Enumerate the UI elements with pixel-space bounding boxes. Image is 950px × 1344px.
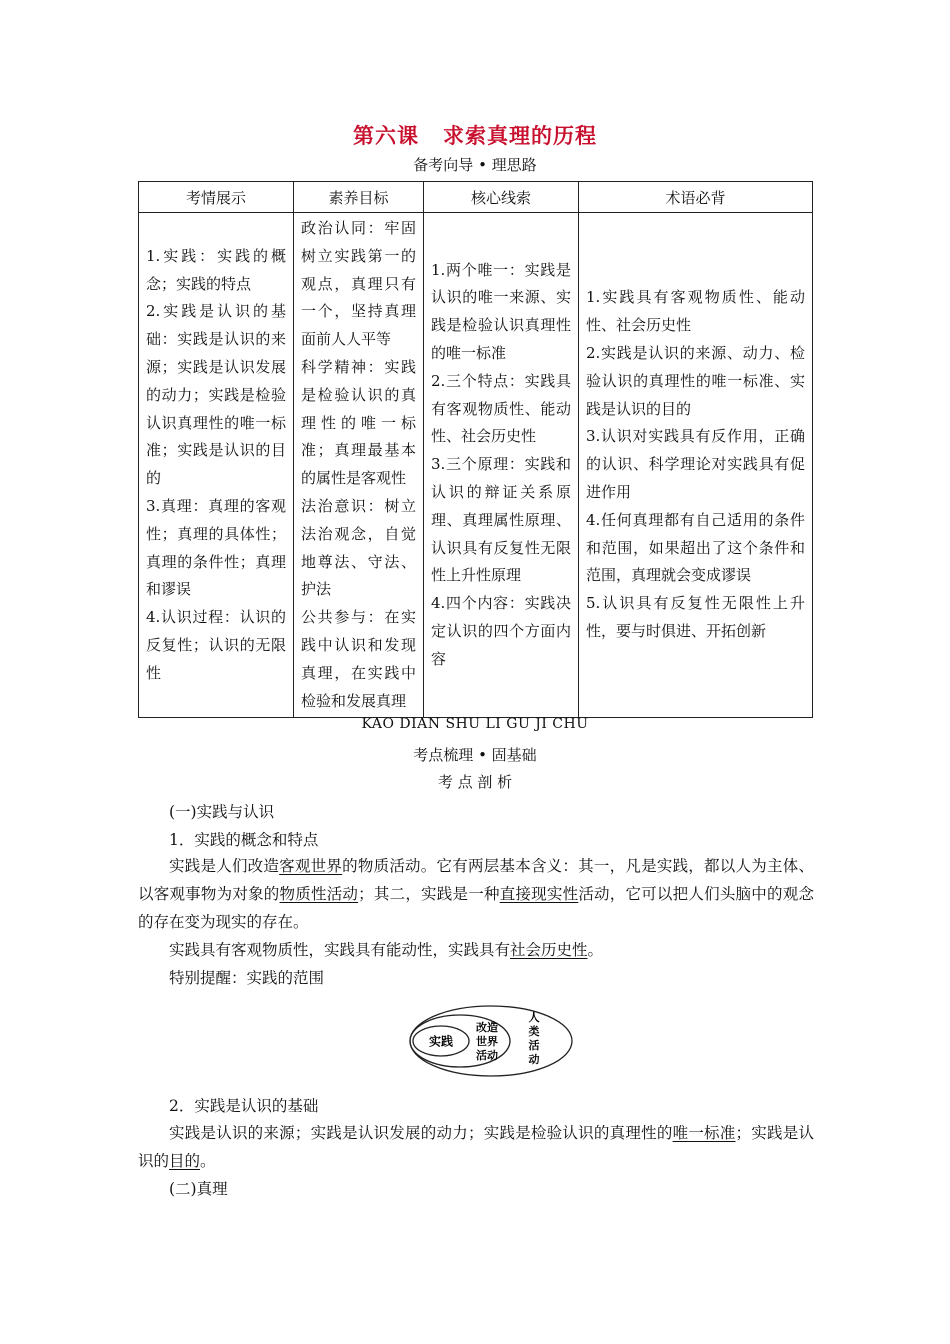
- list-item: 3.三个原理：实践和认识的辩证关系原理、真理属性原理、认识具有反复性无限性上升性原理: [431, 455, 571, 585]
- point1-heading: 1．实践的概念和特点: [169, 831, 319, 849]
- outer-label-char: 人: [528, 1011, 540, 1024]
- outer-label-char: 动: [528, 1053, 540, 1066]
- list-item: 公共参与：在实践中认识和发现真理，在实践中检验和发展真理: [301, 608, 416, 710]
- list-item: 3.真理：真理的客观性；真理的具体性；真理的条件性；真理和谬误: [146, 496, 286, 599]
- list-item: 2.实践是认识的来源、动力、检验认识的真理性的唯一标准、实践是认识的目的: [586, 344, 805, 418]
- practice-scope-diagram: [408, 1004, 578, 1078]
- list-item: 4.四个内容：实践决定认识的四个方面内容: [431, 594, 571, 668]
- inner-label: 实践: [428, 1034, 454, 1049]
- lesson-number: 第六课: [353, 124, 419, 148]
- list-item: 5.认识具有反复性无限性上升性，要与时俱进、开拓创新: [586, 594, 805, 641]
- table-header-cell: 术语必背: [579, 182, 813, 213]
- table-cell-exam-topics: [139, 213, 294, 718]
- table-cell-core-clues: [424, 213, 579, 718]
- section-guide-heading: 备考向导 • 理思路: [413, 156, 537, 174]
- part2-heading: (二)真理: [169, 1180, 228, 1198]
- list-item: 4.任何真理都有自己适用的条件和范围，如果超出了这个条件和范围，真理就会变成谬误: [586, 510, 805, 585]
- list-item: 政治认同：牢固树立实践第一的观点，真理只有一个，坚持真理面前人人平等: [301, 219, 416, 349]
- table-cell-key-terms: [579, 213, 813, 718]
- middle-label-line: 世界: [476, 1035, 498, 1048]
- key-term: 唯一标准: [672, 1124, 736, 1142]
- part1-heading: (一)实践与认识: [169, 803, 275, 821]
- outer-label-char: 类: [528, 1025, 540, 1038]
- table-header-cell: 素养目标: [294, 182, 424, 213]
- outer-label-char: 活: [528, 1039, 540, 1052]
- list-item: 2.三个特点：实践具有客观物质性、能动性、社会历史性: [431, 371, 571, 446]
- paragraph-practice-traits: 实践具有客观物质性，实践具有能动性，实践具有社会历史性。: [169, 941, 604, 959]
- key-term: 客观世界: [279, 857, 343, 875]
- middle-label-line: 改造: [476, 1021, 498, 1034]
- key-term: 社会历史性: [510, 941, 588, 959]
- overview-table: [138, 181, 813, 718]
- table-header-cell: 核心线索: [424, 182, 579, 213]
- list-item: 2.实践是认识的基础：实践是认识的来源；实践是认识发展的动力；实践是检验认识真理性的唯一标准；实践是认识的目的: [146, 302, 286, 488]
- list-item: 1.实践具有客观物质性、能动性、社会历史性: [586, 288, 805, 335]
- list-item: 4.认识过程：认识的反复性；认识的无限性: [146, 608, 286, 682]
- special-note: 特别提醒：实践的范围: [169, 969, 325, 987]
- table-cell-literacy-goals: [294, 213, 424, 718]
- key-term: 目的: [169, 1152, 201, 1170]
- list-item: 1.实践：实践的概念；实践的特点: [146, 246, 286, 293]
- list-item: 3.认识对实践具有反作用，正确的认识、科学理论对实践具有促进作用: [586, 427, 805, 502]
- table-body-row: [139, 213, 813, 718]
- paragraph-practice-concept: 实践是人们改造客观世界的物质活动。它有两层基本含义：其一，凡是实践，都以人为主体、以客观事物为对象的物质性活动；其二，实践是一种直接现实性活动，它可以把人们头脑中的观念的存在变为现实的存在。: [138, 857, 814, 931]
- paragraph-practice-basis: 实践是认识的来源；实践是认识发展的动力；实践是检验认识的真理性的唯一标准；实践是认识的目的。: [138, 1124, 814, 1170]
- lesson-name: 求索真理的历程: [443, 124, 597, 148]
- pinyin-heading: KAO DIAN SHU LI GU JI CHU: [361, 716, 589, 732]
- list-item: 法治意识：树立法治观念，自觉地尊法、守法、护法: [301, 496, 416, 599]
- list-item: 1.两个唯一：实践是认识的唯一来源、实践是检验认识真理性的唯一标准: [431, 260, 571, 363]
- section-base-heading: 考点梳理 • 固基础: [413, 746, 537, 764]
- point2-heading: 2．实践是认识的基础: [169, 1097, 319, 1115]
- middle-label-line: 活动: [476, 1049, 498, 1062]
- list-item: 科学精神：实践是检验认识的真理性的唯一标准；真理最基本的属性是客观性: [301, 357, 416, 488]
- key-term: 直接现实性: [499, 885, 579, 903]
- key-term: 物质性活动: [279, 885, 359, 903]
- table-header-row: [139, 182, 813, 213]
- lesson-title: [0, 120, 950, 150]
- table-header-cell: 考情展示: [139, 182, 294, 213]
- section-analysis-heading: 考 点 剖 析: [437, 773, 513, 791]
